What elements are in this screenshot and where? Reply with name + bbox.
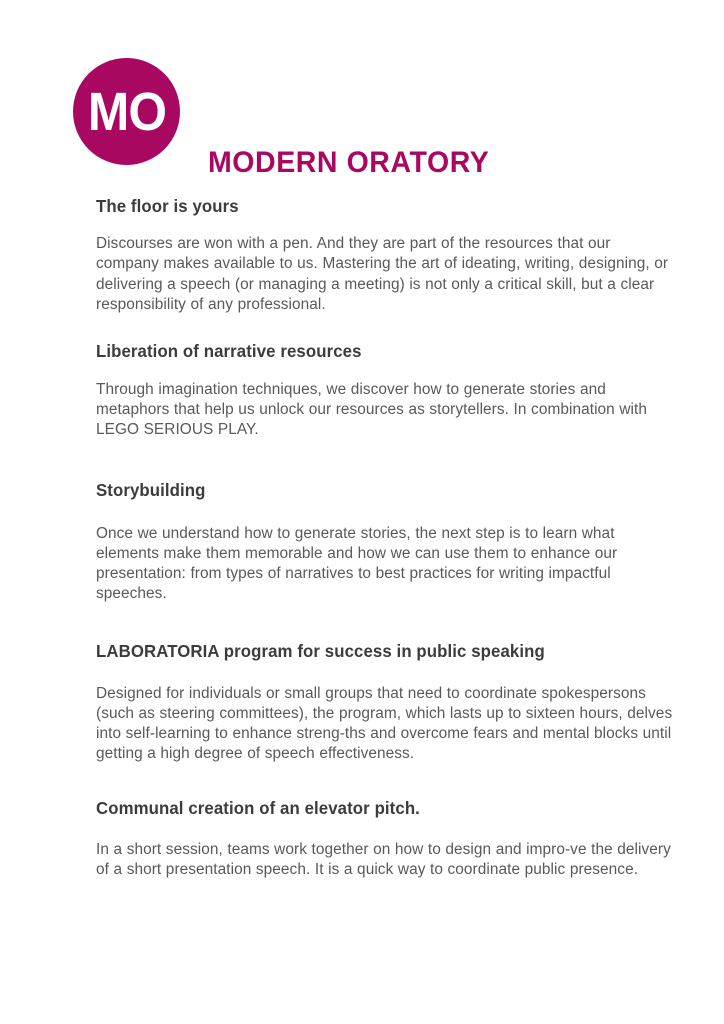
section-heading: Communal creation of an elevator pitch. [96,797,420,818]
section-paragraph: Discourses are won with a pen. And they are part of the resources that our company makes available to us. Mastering the art of ideating, writing, designing, or delivering a speech (or managing a meeting) is not only a critical skill, but a clear responsibility of any professional. [96,235,669,313]
masthead [73,58,673,180]
section-paragraph: Once we understand how to generate stories, the next step is to learn what elements make them memorable and how we can use them to enhance our presentation: from types of narratives to best practices for writing impactful speeches. [96,524,618,603]
brand-title: MODERN ORATORY [208,146,490,180]
section-liberation-of-narrative-resources [96,341,674,441]
logo-monogram-text: MO [87,81,166,142]
circle-monogram-icon [73,58,180,165]
section-heading: Liberation of narrative resources [96,340,362,361]
document-body [96,196,674,880]
section-paragraph: Through imagination techniques, we discover how to generate stories and metaphors that help us unlock our resources as storytellers. In combination with LEGO SERIOUS PLAY. [96,381,648,439]
section-heading: Storybuilding [96,479,206,500]
section-paragraph: In a short session, teams work together on how to design and impro-ve the delivery of a short presentation speech. It is a quick way to coordinate public presence. [96,840,671,878]
section-heading: LABORATORIA program for success in public speaking [96,640,545,661]
section-paragraph: Designed for individuals or small groups that need to coordinate spokespersons (such as steering committees), the program, which lasts up to sixteen hours, delves into self-learning to enhance streng-ths and overcome fears and mental blocks until getting a high degree of speech effectiveness. [96,684,673,763]
section-heading: The floor is yours [96,196,239,216]
section-laboratoria-program [96,641,674,765]
section-communal-creation-elevator-pitch [96,798,674,881]
section-storybuilding [96,480,674,605]
section-the-floor-is-yours [96,196,674,315]
